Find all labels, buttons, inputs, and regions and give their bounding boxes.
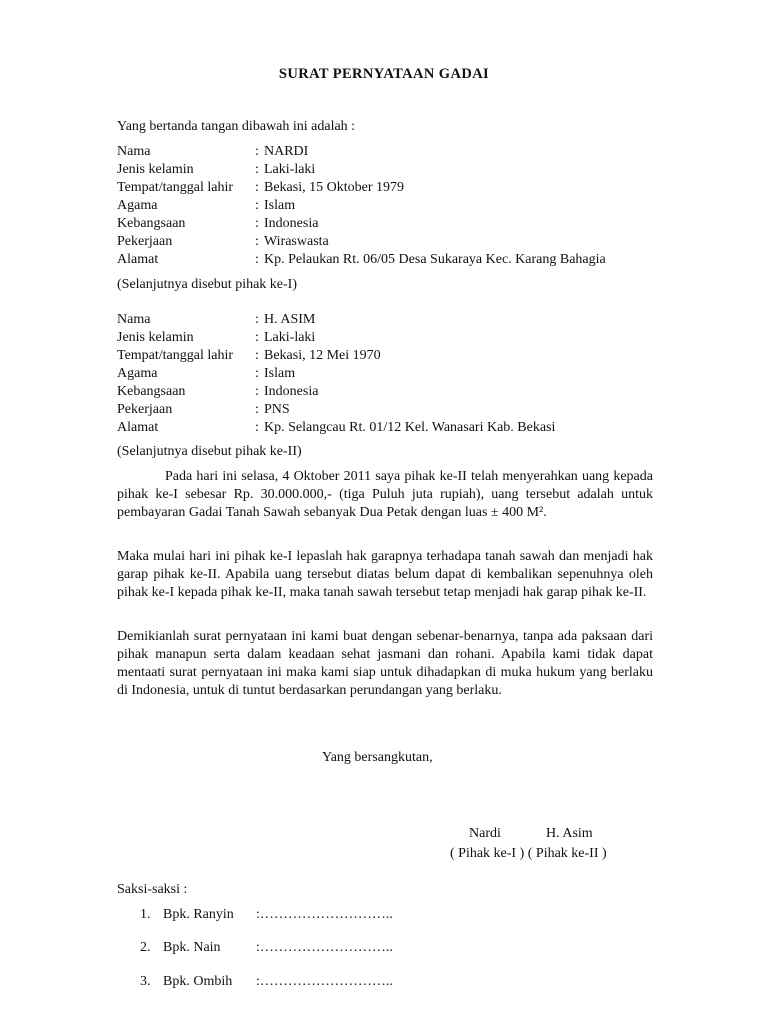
witness-name: Bpk. Ranyin <box>163 907 234 922</box>
field-label: Tempat/tanggal lahir <box>117 348 234 363</box>
field-colon: : <box>255 234 259 249</box>
witness-number: 3. <box>140 974 151 989</box>
field-value: Bekasi, 12 Mei 1970 <box>264 348 381 363</box>
paragraph-declaration: Demikianlah surat pernyataan ini kami buat dengan sebenar-benarnya, tanpa ada paksaan dari pihak manapun serta dalam keadaan sehat jasmani dan rohani. Apabila kami tidak dapat mentaati surat pernyataan ini maka kami siap untuk dihadapkan di muka hukum yang berlaku di Indonesia, untuk di tuntut berdasarkan perundangan yang berlaku. <box>117 629 653 698</box>
witness-name: Bpk. Ombih <box>163 974 233 989</box>
field-colon: : <box>255 144 259 159</box>
field-value: Islam <box>264 198 296 213</box>
field-label: Kebangsaan <box>117 216 186 231</box>
witness-signature-line: :……………………….. <box>256 940 393 955</box>
witness-number: 2. <box>140 940 151 955</box>
field-colon: : <box>255 252 259 267</box>
field-label: Tempat/tanggal lahir <box>117 180 234 195</box>
party2-note: (Selanjutnya disebut pihak ke-II) <box>117 444 302 459</box>
party1-note: (Selanjutnya disebut pihak ke-I) <box>117 277 298 292</box>
field-label: Alamat <box>117 252 159 267</box>
field-label: Nama <box>117 144 151 159</box>
field-colon: : <box>255 384 259 399</box>
field-value: H. ASIM <box>264 312 316 327</box>
field-value: Indonesia <box>264 384 319 399</box>
field-value: Indonesia <box>264 216 319 231</box>
field-colon: : <box>255 366 259 381</box>
field-value: Laki-laki <box>264 330 316 345</box>
field-label: Pekerjaan <box>117 402 173 417</box>
field-label: Agama <box>117 366 158 381</box>
closing-text: Yang bersangkutan, <box>322 750 433 765</box>
field-label: Nama <box>117 312 151 327</box>
field-colon: : <box>255 216 259 231</box>
field-value: Kp. Selangcau Rt. 01/12 Kel. Wanasari Kab. Bekasi <box>264 420 556 435</box>
signatory-name-2: H. Asim <box>546 826 593 841</box>
field-label: Alamat <box>117 420 159 435</box>
field-colon: : <box>255 330 259 345</box>
field-colon: : <box>255 312 259 327</box>
field-colon: : <box>255 162 259 177</box>
field-colon: : <box>255 198 259 213</box>
signatory-roles: ( Pihak ke-I ) ( Pihak ke-II ) <box>450 846 607 861</box>
field-label: Jenis kelamin <box>117 162 194 177</box>
witness-signature-line: :……………………….. <box>256 974 393 989</box>
document-title: SURAT PERNYATAAN GADAI <box>278 66 490 82</box>
intro-text: Yang bertanda tangan dibawah ini adalah : <box>117 119 356 134</box>
field-colon: : <box>255 348 259 363</box>
witness-name: Bpk. Nain <box>163 940 221 955</box>
field-value: Laki-laki <box>264 162 316 177</box>
field-label: Jenis kelamin <box>117 330 194 345</box>
field-label: Pekerjaan <box>117 234 173 249</box>
witnesses-title: Saksi-saksi : <box>117 882 188 897</box>
field-value: Bekasi, 15 Oktober 1979 <box>264 180 404 195</box>
paragraph-terms: Maka mulai hari ini pihak ke-I lepaslah hak garapnya terhadapa tanah sawah dan menjadi hak garap pihak ke-II. Apabila uang tersebut diatas belum dapat di kembalikan sepenuhnya oleh pihak ke-I kepada pihak ke-II, maka tanah sawah tersebut tetap menjadi hak garap pihak ke-II. <box>117 549 653 600</box>
field-label: Kebangsaan <box>117 384 186 399</box>
witness-number: 1. <box>140 907 151 922</box>
field-value: NARDI <box>264 144 309 159</box>
witness-signature-line: :……………………….. <box>256 907 393 922</box>
field-value: PNS <box>264 402 290 417</box>
signatory-name-1: Nardi <box>469 826 501 841</box>
field-colon: : <box>255 420 259 435</box>
field-value: Islam <box>264 366 296 381</box>
field-value: Wiraswasta <box>264 234 329 249</box>
field-label: Agama <box>117 198 158 213</box>
paragraph-transaction: Pada hari ini selasa, 4 Oktober 2011 saya pihak ke-II telah menyerahkan uang kepada pihak ke-I sebesar Rp. 30.000.000,- (tiga Puluh juta rupiah), uang tersebut adalah untuk pembayaran Gadai Tanah Sawah sebanyak Dua Petak dengan luas ± 400 M². <box>117 469 653 520</box>
field-value: Kp. Pelaukan Rt. 06/05 Desa Sukaraya Kec. Karang Bahagia <box>264 252 606 267</box>
field-colon: : <box>255 180 259 195</box>
field-colon: : <box>255 402 259 417</box>
